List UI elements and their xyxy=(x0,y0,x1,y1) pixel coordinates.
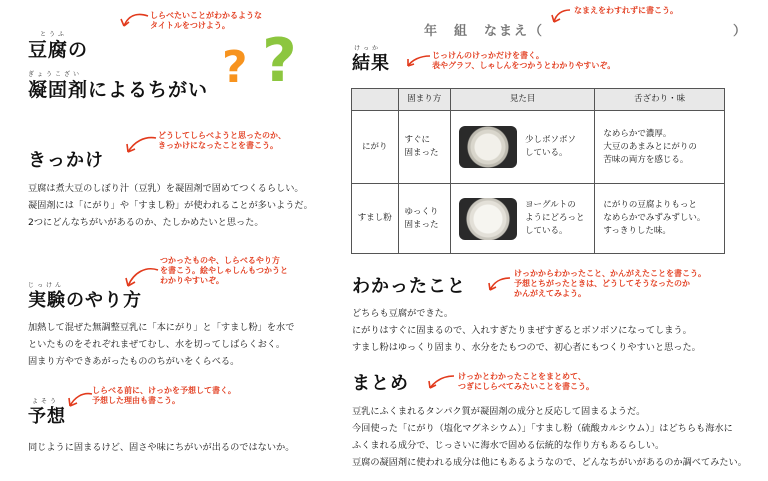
jikken-ruby: じっけん xyxy=(28,282,65,289)
title-note: しらべたいことがわかるような タイトルをつけよう。 xyxy=(150,11,262,30)
result-table xyxy=(351,88,725,254)
row-mitame: 少しボソボソ している。 xyxy=(451,111,595,184)
wakatta-text: どちらも豆腐ができた。 にがりはすぐに固まるので、入れすぎたりまぜすぎるとボソボソになってしまう。 すまし粉はゆっくり固まり、水分をたもつので、初心者にもつくりやすいと思った。 xyxy=(352,308,701,353)
kikkake-text: 豆腐は煮大豆のしぼり汁（豆乳）を凝固剤で固めてつくるらしい。 凝固剤には「にがり」や「すまし粉」が使われることが多いようだ。 2つにどんなちがいがあるのか、たしかめたいと思った。 xyxy=(28,183,313,228)
wakatta-heading: わかったこと xyxy=(352,276,466,297)
table-row xyxy=(352,184,725,254)
kikkake-note: どうしてしらべようと思ったのか、 きっかけになったことを書こう。 xyxy=(158,131,286,150)
matome-heading: まとめ xyxy=(352,373,409,394)
table-header-cell: 見た目 xyxy=(451,89,595,111)
table-header-cell: 舌ざわり・味 xyxy=(595,89,725,111)
row-mitame: ヨーグルトの ようにどろっと している。 xyxy=(451,184,595,254)
title-note-arrow-icon xyxy=(114,10,150,32)
title-line2-ruby: ぎょうこざい xyxy=(28,71,83,78)
table-row xyxy=(352,111,725,184)
kekka-ruby: けっか xyxy=(354,45,382,52)
nigari-tofu-photo xyxy=(459,126,517,168)
yosou-arrow-icon xyxy=(66,388,94,412)
wakatta-note: けっかからわかったこと、かんがえたことを書こう。 予想とちがったときは、どうしてそうなったのか かんがえてみよう。 xyxy=(514,269,706,298)
jikken-note: つかったものや、しらべるやり方 を書こう。絵やしゃしんもつかうと わかりやすいぞ。 xyxy=(160,256,288,285)
matome-note: けっかとわかったことをまとめて、 つぎにしらべてみたいことを書こう。 xyxy=(458,372,594,391)
yosou-heading: 予想 xyxy=(28,406,66,427)
kikkake-heading: きっかけ xyxy=(28,150,104,171)
row-aji: にがりの豆腐よりもっと なめらかでみずみずしい。 すっきりした味。 xyxy=(595,184,725,254)
kekka-arrow-icon xyxy=(402,52,432,72)
yosou-ruby: よそう xyxy=(32,398,60,405)
row-name: すまし粉 xyxy=(352,184,399,254)
row-katamari: すぐに 固まった xyxy=(398,111,451,184)
page-title-line2: 凝固剤によるちがい xyxy=(28,79,209,101)
name-note: なまえをわすれずに書こう。 xyxy=(574,6,678,15)
kikkake-arrow-icon xyxy=(122,132,158,158)
yosou-text: 同じように固まるけど、固さや味にちがいが出るのではないか。 xyxy=(28,442,295,453)
jikken-text: 加熱して混ぜた無調整豆乳に「本にがり」と「すまし粉」を水で といたものをそれぞれまぜてむし、水を切ってしばらくおく。 固まり方やできあがったもののちがいをくらべる。 xyxy=(28,322,295,367)
yosou-note: しらべる前に、けっかを予想して書く。 予想した理由も書こう。 xyxy=(92,386,236,405)
name-label: 年 組 なまえ（ xyxy=(424,24,545,39)
page-title-line1: 豆腐の xyxy=(28,39,89,61)
kekka-heading: 結果 xyxy=(352,53,390,74)
row-name: にがり xyxy=(352,111,399,184)
table-header-cell xyxy=(352,89,399,111)
name-close: ） xyxy=(733,24,747,39)
table-header-row xyxy=(352,89,725,111)
kekka-note: じっけんのけっかだけを書く。 表やグラフ、しゃしんをつかうとわかりやすいぞ。 xyxy=(432,51,616,70)
jikken-heading: 実験のやり方 xyxy=(28,290,142,311)
row-katamari: ゆっくり 固まった xyxy=(398,184,451,254)
matome-text: 豆乳にふくまれるタンパク質が凝固剤の成分と反応して固まるようだ。 今回使った「にがり（塩化マグネシウム）」「すまし粉（硫酸カルシウム）」はどちらも海水に ふくまれる成分で、じっさいに海水で固める伝統的な作り方もあるらしい。 豆腐の凝固剤に使われる成分は他にもあるようなので、どんなちがいがあるのか調べてみたい。 xyxy=(352,406,747,468)
name-note-arrow-icon xyxy=(550,6,572,28)
row-aji: なめらかで濃厚。 大豆のあまみとにがりの 苦味の両方を感じる。 xyxy=(595,111,725,184)
wakatta-arrow-icon xyxy=(484,274,512,296)
table-header-cell: 固まり方 xyxy=(398,89,451,111)
title-ruby: とうふ xyxy=(40,31,68,38)
sumashiko-tofu-photo xyxy=(459,198,517,240)
matome-arrow-icon xyxy=(424,372,456,394)
jikken-arrow-icon xyxy=(120,262,160,292)
